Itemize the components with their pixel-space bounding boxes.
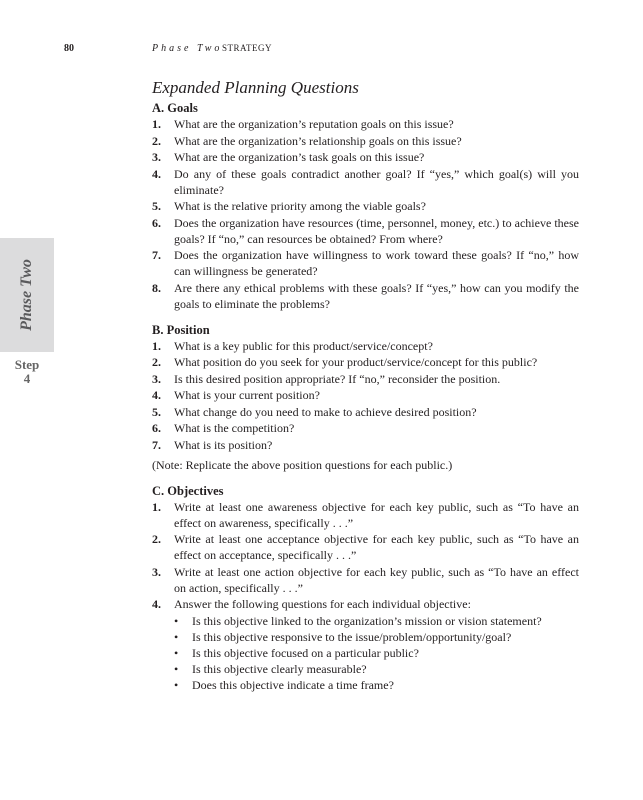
bullet-text: Is this objective linked to the organization’s mission or vision statement? bbox=[192, 613, 542, 628]
list-item bbox=[152, 596, 579, 612]
list-item bbox=[152, 198, 579, 214]
item-number: 8. bbox=[152, 280, 161, 295]
objectives-section bbox=[152, 483, 579, 693]
step-word: Step bbox=[14, 357, 40, 372]
objective-questions-list bbox=[152, 613, 579, 693]
objectives-heading: C. Objectives bbox=[152, 483, 224, 498]
item-text: Are there any ethical problems with these goals? If “yes,” how can you modify the goals to eliminate the problems? bbox=[174, 280, 579, 311]
item-number: 4. bbox=[152, 597, 161, 611]
item-number: 4. bbox=[152, 166, 161, 181]
step-number: 4 bbox=[23, 371, 31, 386]
list-item bbox=[152, 116, 579, 132]
list-item bbox=[152, 338, 579, 354]
bullet-icon: • bbox=[174, 661, 179, 676]
item-text: What are the organization’s reputation goals on this issue? bbox=[174, 117, 454, 131]
goals-section bbox=[152, 100, 579, 312]
list-item bbox=[152, 166, 579, 198]
item-number: 5. bbox=[152, 199, 161, 213]
item-text: Do any of these goals contradict another goal? If “yes,” which goal(s) will you eliminate? bbox=[174, 166, 579, 197]
item-number: 3. bbox=[152, 150, 161, 164]
bullet-text: Is this objective clearly measurable? bbox=[192, 661, 367, 676]
item-number: 6. bbox=[152, 421, 161, 435]
list-item bbox=[152, 420, 579, 436]
item-number: 7. bbox=[152, 437, 161, 452]
bullet-item bbox=[152, 613, 579, 629]
list-item bbox=[152, 247, 579, 279]
bullet-icon: • bbox=[174, 677, 179, 692]
item-text: Does the organization have willingness to work toward these goals? If “no,” how can willingness be generated? bbox=[174, 248, 579, 278]
list-item bbox=[152, 531, 579, 563]
list-item bbox=[152, 404, 579, 420]
item-text: What are the organization’s task goals on this issue? bbox=[174, 150, 425, 164]
step-marker bbox=[0, 358, 54, 386]
item-number: 2. bbox=[152, 355, 161, 369]
bullet-icon: • bbox=[174, 613, 179, 628]
bullet-icon: • bbox=[174, 629, 179, 644]
item-text: What are the organization’s relationship goals on this issue? bbox=[174, 133, 462, 148]
item-text: What is the competition? bbox=[174, 421, 295, 435]
item-text: What position do you seek for your product/service/concept for this public? bbox=[174, 355, 538, 369]
page-content bbox=[152, 78, 579, 703]
phase-tab-label: Phase Two bbox=[18, 259, 35, 331]
running-header bbox=[0, 43, 643, 57]
header-section: STRATEGY bbox=[222, 43, 273, 53]
page-number: 80 bbox=[64, 43, 74, 54]
bullet-item bbox=[152, 661, 579, 677]
bullet-item bbox=[152, 645, 579, 661]
item-number: 5. bbox=[152, 404, 161, 419]
item-number: 2. bbox=[152, 133, 161, 148]
list-item bbox=[152, 280, 579, 312]
item-number: 3. bbox=[152, 371, 161, 386]
item-number: 2. bbox=[152, 532, 161, 546]
bullet-item bbox=[152, 677, 579, 693]
item-number: 4. bbox=[152, 388, 161, 402]
phase-tab bbox=[0, 238, 54, 352]
header-phase: Phase Two bbox=[152, 43, 223, 54]
item-number: 1. bbox=[152, 499, 161, 514]
list-item bbox=[152, 387, 579, 403]
list-item bbox=[152, 133, 579, 149]
item-number: 1. bbox=[152, 117, 161, 131]
item-text: Write at least one acceptance objective for each key public, such as “To have an effect on acceptance, specifically . . .” bbox=[174, 532, 579, 562]
item-text: Answer the following questions for each individual objective: bbox=[174, 597, 471, 611]
item-number: 6. bbox=[152, 215, 161, 230]
item-text: What change do you need to make to achieve desired position? bbox=[174, 404, 477, 419]
page-title: Expanded Planning Questions bbox=[152, 78, 359, 97]
item-text: Does the organization have resources (time, personnel, money, etc.) to achieve these goals? If “no,” can resources be obtained? From where? bbox=[174, 215, 579, 246]
bullet-text: Does this objective indicate a time frame? bbox=[192, 677, 394, 692]
list-item bbox=[152, 149, 579, 165]
bullet-text: Is this objective focused on a particular public? bbox=[192, 645, 419, 660]
item-text: Write at least one awareness objective for each key public, such as “To have an effect on awareness, specifically . . .” bbox=[174, 499, 579, 530]
list-item bbox=[152, 354, 579, 370]
list-item bbox=[152, 564, 579, 596]
list-item bbox=[152, 371, 579, 387]
item-text: What is your current position? bbox=[174, 388, 320, 402]
goals-heading: A. Goals bbox=[152, 101, 198, 115]
bullet-icon: • bbox=[174, 645, 179, 660]
list-item bbox=[152, 437, 579, 453]
item-number: 3. bbox=[152, 564, 161, 579]
list-item bbox=[152, 499, 579, 531]
item-text: What is its position? bbox=[174, 437, 273, 452]
item-text: Write at least one action objective for each key public, such as “To have an effect on action, specifically . . .” bbox=[174, 564, 579, 595]
position-section bbox=[152, 322, 579, 473]
bullet-text: Is this objective responsive to the issue/problem/opportunity/goal? bbox=[192, 629, 512, 644]
item-number: 7. bbox=[152, 248, 161, 262]
list-item bbox=[152, 215, 579, 247]
item-text: Is this desired position appropriate? If “no,” reconsider the position. bbox=[174, 371, 501, 386]
position-note: (Note: Replicate the above position questions for each public.) bbox=[152, 457, 453, 472]
item-text: What is a key public for this product/service/concept? bbox=[174, 338, 433, 353]
item-text: What is the relative priority among the viable goals? bbox=[174, 199, 426, 213]
position-heading: B. Position bbox=[152, 322, 210, 337]
item-number: 1. bbox=[152, 338, 161, 353]
bullet-item bbox=[152, 629, 579, 645]
